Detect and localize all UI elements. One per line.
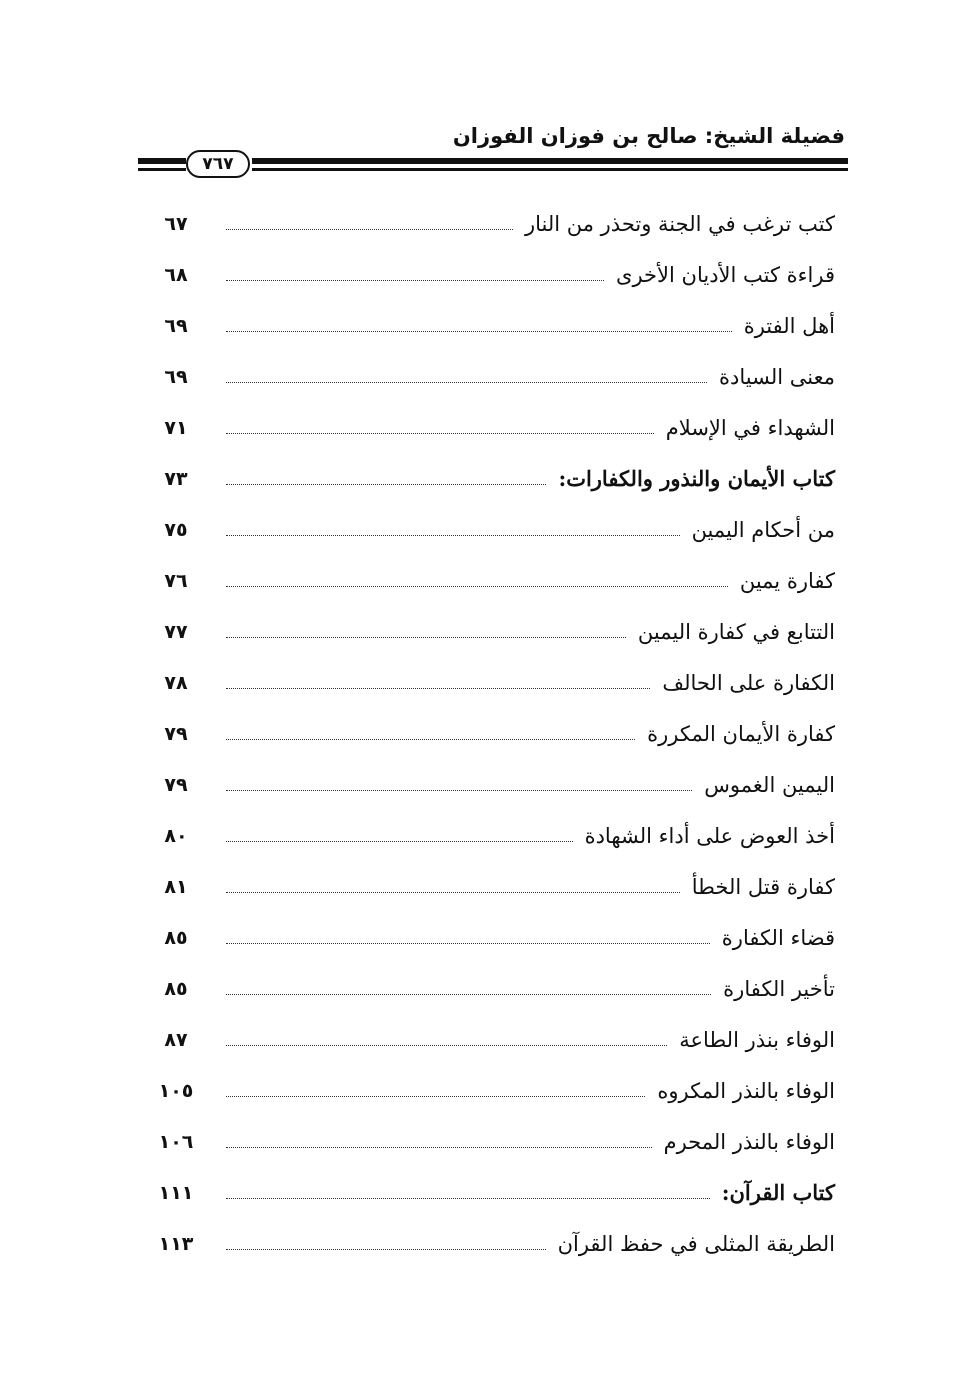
toc-entry-title: أهل الفترة	[743, 313, 835, 338]
toc-entry	[150, 708, 835, 759]
toc-entry	[150, 402, 835, 453]
toc-entry-title: الوفاء بالنذر المحرم	[663, 1129, 835, 1154]
toc-entry	[150, 759, 835, 810]
toc-entry-page: ٧٧	[164, 620, 188, 643]
toc-entry-title: كفارة قتل الخطأ	[691, 874, 835, 899]
toc-entry	[150, 810, 835, 861]
dot-leader	[226, 892, 680, 893]
dot-leader	[226, 586, 728, 587]
toc-entry-page: ٧٨	[164, 671, 188, 694]
running-header-title: فضيلة الشيخ: صالح بن فوزان الفوزان	[452, 124, 845, 148]
toc-entry	[150, 861, 835, 912]
toc-entry-title: الطريقة المثلى في حفظ القرآن	[557, 1231, 835, 1256]
toc-entry-page: ٧٣	[164, 467, 188, 490]
toc-entry-title: تأخير الكفارة	[723, 976, 835, 1001]
toc-entry	[150, 1116, 835, 1167]
toc-entry-title: الوفاء بالنذر المكروه	[657, 1078, 835, 1103]
toc-entry-title: اليمين الغموس	[704, 772, 835, 797]
toc-entry-title: الوفاء بنذر الطاعة	[679, 1027, 835, 1052]
toc-entry-title: كفارة الأيمان المكررة	[647, 721, 835, 746]
toc-entry	[150, 1218, 835, 1269]
toc-entry-page: ٧٥	[164, 518, 188, 541]
toc-entry	[150, 504, 835, 555]
toc-entry	[150, 249, 835, 300]
toc-entry	[150, 453, 835, 504]
toc-entry-page: ٦٨	[164, 263, 188, 286]
toc-entry-page: ١١٣	[158, 1232, 194, 1255]
toc-entry-title: قراءة كتب الأديان الأخرى	[616, 262, 835, 287]
toc-entry	[150, 606, 835, 657]
toc-entry-page: ٧٩	[164, 722, 188, 745]
toc-entry-page: ٨١	[164, 875, 188, 898]
dot-leader	[226, 1045, 667, 1046]
toc-entry	[150, 912, 835, 963]
toc-entry	[150, 351, 835, 402]
dot-leader	[226, 331, 732, 332]
toc-entry-page: ٨٥	[164, 977, 188, 1000]
dot-leader	[226, 484, 546, 485]
dot-leader	[226, 841, 573, 842]
toc-entry	[150, 555, 835, 606]
toc-entry	[150, 300, 835, 351]
header-rule-left	[138, 156, 186, 174]
toc-entry-title: كتاب الأيمان والنذور والكفارات:	[558, 466, 835, 491]
dot-leader	[226, 637, 626, 638]
dot-leader	[226, 229, 513, 230]
page-number-badge: ٧٦٧	[186, 150, 250, 178]
toc-entry-page: ٦٩	[164, 365, 188, 388]
toc-entry-page: ١٠٦	[158, 1130, 194, 1153]
header-rule	[138, 156, 848, 174]
toc-entry-page: ٧٦	[164, 569, 188, 592]
dot-leader	[226, 994, 711, 995]
toc-entry	[150, 198, 835, 249]
dot-leader	[226, 280, 604, 281]
header-rule-right	[252, 156, 848, 174]
toc-entry-title: معنى السيادة	[719, 364, 835, 389]
dot-leader	[226, 790, 692, 791]
toc-entry-page: ٨٠	[164, 824, 188, 847]
toc-entry	[150, 1167, 835, 1218]
toc-entry-page: ٧٩	[164, 773, 188, 796]
toc-entry	[150, 1065, 835, 1116]
toc-entry-page: ١١١	[158, 1181, 194, 1204]
toc-entry-page: ١٠٥	[158, 1079, 194, 1102]
dot-leader	[226, 1249, 546, 1250]
toc-entry-page: ٦٧	[164, 212, 188, 235]
toc-entry-page: ٦٩	[164, 314, 188, 337]
toc-entry-title: كتب ترغب في الجنة وتحذر من النار	[524, 211, 835, 236]
toc-entry-title: من أحكام اليمين	[691, 517, 835, 542]
toc-entry	[150, 963, 835, 1014]
table-of-contents	[150, 198, 835, 1269]
dot-leader	[226, 1096, 645, 1097]
toc-entry	[150, 657, 835, 708]
toc-entry-title: أخذ العوض على أداء الشهادة	[584, 823, 835, 848]
toc-entry-page: ٨٧	[164, 1028, 188, 1051]
toc-entry	[150, 1014, 835, 1065]
dot-leader	[226, 535, 680, 536]
dot-leader	[226, 739, 635, 740]
dot-leader	[226, 688, 650, 689]
toc-entry-title: التتابع في كفارة اليمين	[637, 619, 835, 644]
dot-leader	[226, 1198, 710, 1199]
toc-entry-title: كفارة يمين	[739, 568, 835, 593]
toc-entry-page: ٧١	[164, 416, 188, 439]
dot-leader	[226, 1147, 652, 1148]
dot-leader	[226, 943, 710, 944]
dot-leader	[226, 382, 707, 383]
toc-entry-title: الكفارة على الحالف	[662, 670, 835, 695]
toc-entry-title: كتاب القرآن:	[721, 1180, 835, 1205]
toc-entry-title: الشهداء في الإسلام	[665, 415, 835, 440]
toc-entry-title: قضاء الكفارة	[721, 925, 835, 950]
dot-leader	[226, 433, 654, 434]
toc-entry-page: ٨٥	[164, 926, 188, 949]
